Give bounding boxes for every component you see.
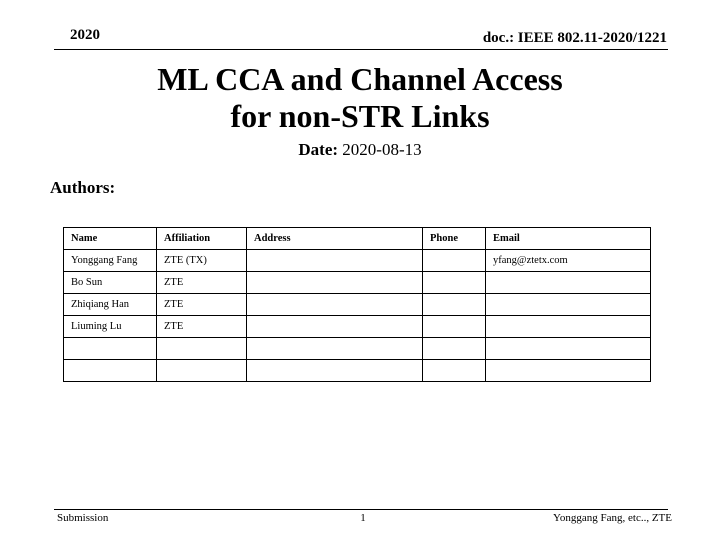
- column-header-address: Address: [247, 228, 423, 250]
- table-row: [64, 360, 651, 382]
- cell-phone: [423, 360, 486, 382]
- cell-address: [247, 250, 423, 272]
- cell-affiliation: ZTE: [157, 272, 247, 294]
- cell-name: [64, 360, 157, 382]
- cell-affiliation: ZTE: [157, 316, 247, 338]
- table-row: [64, 272, 651, 294]
- cell-name: Liuming Lu: [64, 316, 157, 338]
- cell-phone: [423, 294, 486, 316]
- cell-affiliation: [157, 338, 247, 360]
- column-header-email: Email: [486, 228, 651, 250]
- authors-label: Authors:: [50, 178, 116, 197]
- cell-name: Bo Sun: [64, 272, 157, 294]
- cell-address: [247, 272, 423, 294]
- cell-phone: [423, 272, 486, 294]
- header-year: 2020: [70, 27, 100, 43]
- column-header-phone: Phone: [423, 228, 486, 250]
- header-divider: [54, 49, 668, 50]
- date-line: [0, 140, 720, 160]
- cell-email: [486, 360, 651, 382]
- cell-phone: [423, 316, 486, 338]
- cell-email: [486, 272, 651, 294]
- table-row: [64, 338, 651, 360]
- cell-address: [247, 360, 423, 382]
- title-line-1: ML CCA and Channel Access: [157, 61, 563, 97]
- cell-email: [486, 316, 651, 338]
- cell-address: [247, 338, 423, 360]
- title-line-2: for non-STR Links: [230, 98, 490, 134]
- cell-address: [247, 294, 423, 316]
- column-header-affiliation: Affiliation: [157, 228, 247, 250]
- cell-name: [64, 338, 157, 360]
- cell-affiliation: ZTE: [157, 294, 247, 316]
- cell-address: [247, 316, 423, 338]
- date-value: 2020-08-13: [342, 140, 422, 159]
- table-row: [64, 250, 651, 272]
- table-row: [64, 294, 651, 316]
- column-header-name: Name: [64, 228, 157, 250]
- header-doc-id: doc.: IEEE 802.11-2020/1221: [482, 30, 667, 46]
- footer-author: Yonggang Fang, etc.., ZTE: [553, 512, 672, 524]
- date-label: Date:: [298, 140, 339, 159]
- footer-divider: [54, 509, 668, 510]
- cell-affiliation: [157, 360, 247, 382]
- cell-affiliation: ZTE (TX): [157, 250, 247, 272]
- cell-name: Zhiqiang Han: [64, 294, 157, 316]
- cell-phone: [423, 338, 486, 360]
- cell-name: Yonggang Fang: [64, 250, 157, 272]
- table-row: [64, 316, 651, 338]
- footer-submission: Submission: [57, 512, 109, 524]
- footer-page-number: 1: [360, 512, 366, 524]
- slide-title: [0, 61, 720, 135]
- cell-email: yfang@ztetx.com: [486, 250, 651, 272]
- cell-email: [486, 338, 651, 360]
- table-header-row: [64, 228, 651, 250]
- cell-phone: [423, 250, 486, 272]
- authors-table: [63, 227, 651, 382]
- cell-email: [486, 294, 651, 316]
